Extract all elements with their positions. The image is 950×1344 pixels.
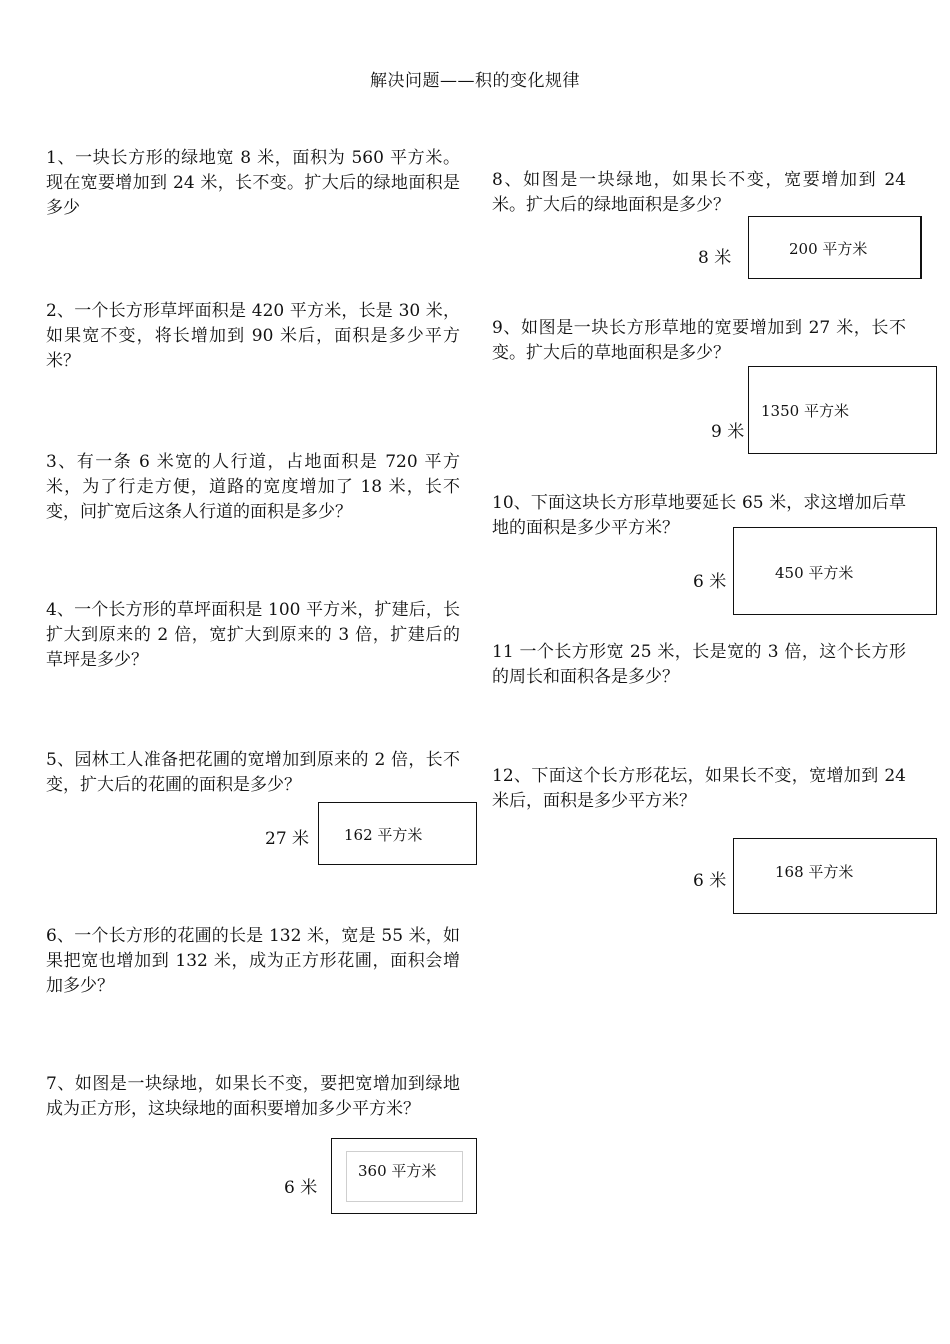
question-11: 11 一个长方形宽 25 米，长是宽的 3 倍，这个长方形的周长和面积各是多少？ — [492, 642, 906, 687]
figure-8-side-label: 8 米 — [698, 248, 732, 268]
question-6: 6、一个长方形的花圃的长是 132 米，宽是 55 米，如果把宽也增加到 132 米，成为正方形花圃，面积会增加多少？ — [46, 926, 460, 996]
figure-5-side-label: 27 米 — [265, 829, 310, 849]
figure-9-side-label: 9 米 — [711, 422, 745, 442]
figure-7-area-label: 360 平方米 — [358, 1162, 437, 1180]
question-7: 7、如图是一块绿地，如果长不变，要把宽增加到绿地成为正方形，这块绿地的面积要增加多少平方米？ — [46, 1074, 460, 1119]
figure-10-side-label: 6 米 — [693, 572, 727, 592]
question-8: 8、如图是一块绿地，如果长不变，宽要增加到 24 米。扩大后的绿地面积是多少？ — [492, 170, 906, 215]
question-12: 12、下面这个长方形花坛，如果长不变，宽增加到 24 米后，面积是多少平方米？ — [492, 766, 906, 811]
question-10: 10、下面这块长方形草地要延长 65 米，求这增加后草地的面积是多少平方米？ — [492, 493, 906, 538]
figure-8-area-label: 200 平方米 — [789, 240, 868, 258]
question-1: 1、一块长方形的绿地宽 8 米，面积为 560 平方米。现在宽要增加到 24 米，长不变。扩大后的绿地面积是多少 — [46, 148, 460, 218]
question-4: 4、一个长方形的草坪面积是 100 平方米，扩建后，长扩大到原来的 2 倍，宽扩大到原来的 3 倍，扩建后的草坪是多少？ — [46, 600, 460, 670]
figure-12-area-label: 168 平方米 — [775, 863, 854, 881]
figure-10-area-label: 450 平方米 — [775, 564, 854, 582]
figure-9-area-label: 1350 平方米 — [761, 402, 849, 420]
question-3: 3、有一条 6 米宽的人行道，占地面积是 720 平方米，为了行走方便，道路的宽度增加了 18 米，长不变，问扩宽后这条人行道的面积是多少？ — [46, 452, 460, 522]
question-2: 2、一个长方形草坪面积是 420 平方米，长是 30 米，如果宽不变，将长增加到 90 米后，面积是多少平方米？ — [46, 301, 460, 371]
question-5: 5、园林工人准备把花圃的宽增加到原来的 2 倍，长不变，扩大后的花圃的面积是多少？ — [46, 750, 460, 795]
question-9: 9、如图是一块长方形草地的宽要增加到 27 米，长不变。扩大后的草地面积是多少？ — [492, 318, 906, 363]
page-title: 解决问题——积的变化规律 — [370, 71, 580, 91]
figure-12-side-label: 6 米 — [693, 871, 727, 891]
figure-7-side-label: 6 米 — [284, 1178, 318, 1198]
figure-5-area-label: 162 平方米 — [344, 826, 423, 844]
